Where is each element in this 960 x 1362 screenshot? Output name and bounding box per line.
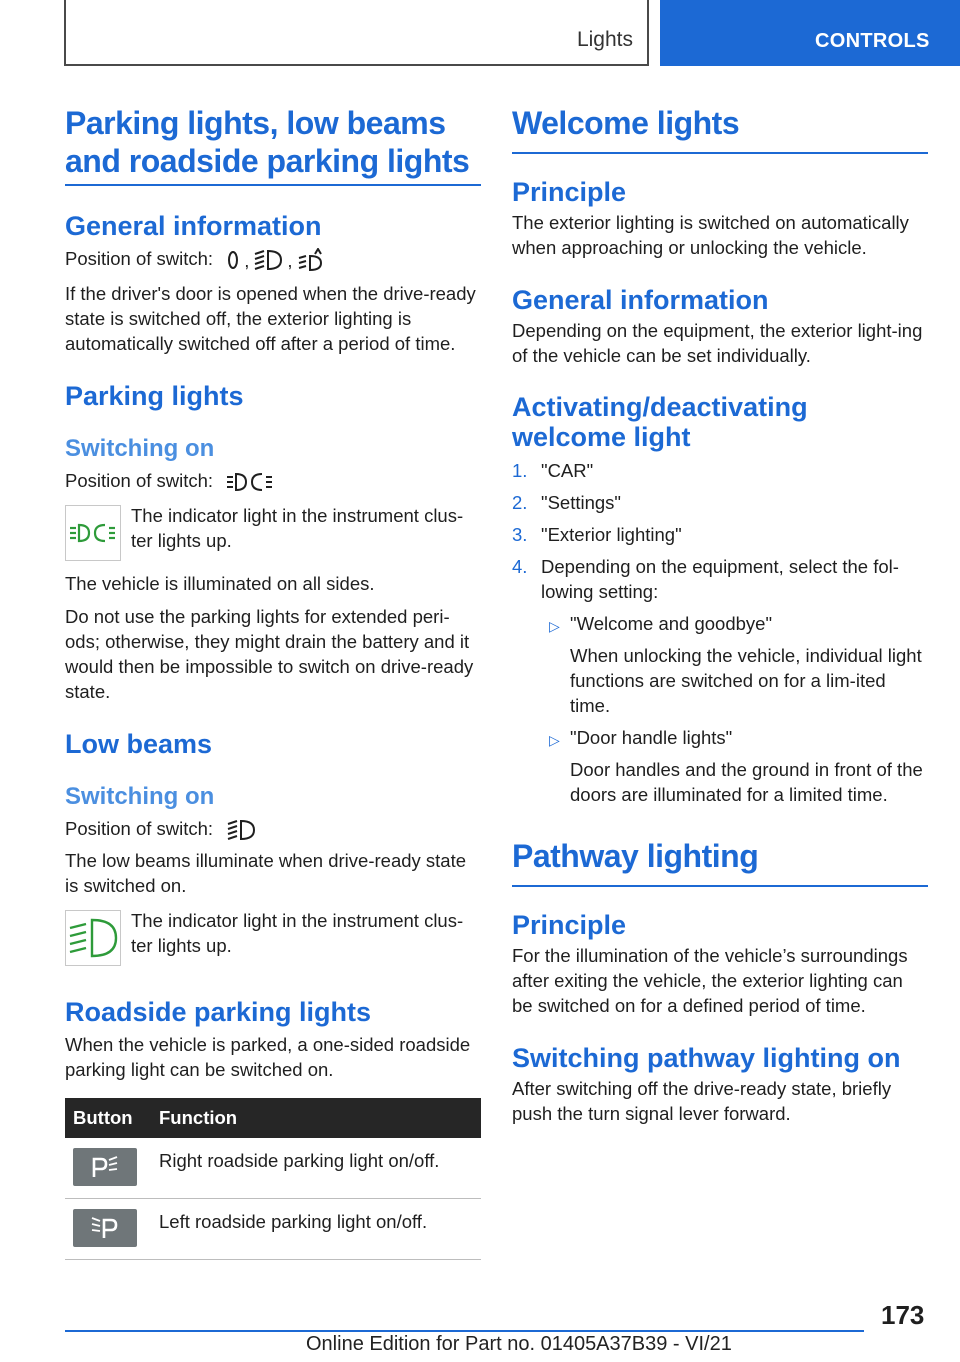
separator: , (287, 249, 293, 271)
low-beam-text: The low beams illuminate when drive-ready state is switched on. (65, 849, 467, 896)
edition-text: Online Edition for Part no. 01405A37B39 - VI/21 (306, 1333, 732, 1355)
table-header-row (65, 1098, 481, 1138)
heading-parking-lights: Parking lights (65, 380, 244, 411)
option-description: Door handles and the ground in front of the doors are illuminated for a limited time. (570, 759, 923, 805)
roadside-parking-left-icon (90, 1216, 120, 1240)
parking-switch-line (65, 468, 481, 493)
heading-principle: Principle (512, 910, 627, 940)
heading-general-information: General information (65, 211, 322, 241)
roadside-text: When the vehicle is parked, a one-sided roadside parking light can be switched on. (65, 1033, 471, 1080)
parking-light-indicator-icon (69, 522, 117, 544)
option-label: "Welcome and goodbye" (570, 613, 773, 634)
subheading-switching-on: Switching on (65, 434, 215, 462)
parking-text-1: The vehicle is illuminated on all sides. (65, 572, 375, 594)
switch-position-line (65, 246, 481, 273)
roadside-function-table (65, 1098, 481, 1260)
separator: , (244, 249, 250, 271)
pathway-principle-text: For the illumination of the vehicle’s surroundings after exiting the vehicle, the exterior lighting can be switched on for a defined period of time. (512, 945, 908, 1016)
section-title-parking-lights: Parking lights, low beams and roadside parking lights (65, 104, 481, 186)
list-item: 3. "Exterior lighting" (512, 524, 682, 545)
table-header-function: Function (151, 1098, 481, 1138)
low-beam-indicator-icon (68, 916, 118, 960)
table-cell-function: Left roadside parking light on/off. (151, 1198, 481, 1259)
parking-light-icon (226, 471, 274, 493)
page-number: 173 (881, 1300, 925, 1330)
table-row (65, 1198, 481, 1259)
subheading-switching-on: Switching on (65, 782, 215, 810)
footer-divider (65, 1330, 864, 1332)
list-item (541, 611, 928, 718)
switch-position-label: Position of switch: (65, 469, 214, 491)
low-beam-indicator-text: The indicator light in the instrument clus-ter lights up. (131, 909, 464, 956)
low-beam-icon (253, 248, 283, 272)
option-description: When unlocking the vehicle, individual light functions are switched on for a lim-ited time. (570, 645, 922, 716)
parking-indicator-row (65, 503, 481, 561)
low-beam-icon (226, 818, 256, 842)
header-chapter-tab (660, 0, 960, 66)
general-info-text: Depending on the equipment, the exterior light-ing of the vehicle can be set individually. (512, 320, 923, 366)
heading-switching-pathway-lighting-on: Switching pathway lighting on (512, 1043, 901, 1073)
roadside-right-button-image (73, 1148, 137, 1186)
roadside-left-button-image (73, 1209, 137, 1247)
parking-indicator-box (65, 505, 121, 561)
welcome-options-list (541, 611, 928, 807)
header-section-title: Lights (576, 28, 633, 51)
bullet-triangle-icon: ▷ (549, 732, 560, 748)
table-cell-button (65, 1198, 151, 1259)
table-cell-button (65, 1138, 151, 1199)
principle-text: The exterior lighting is switched on automatically when approaching or unlocking the vehicle. (512, 212, 909, 258)
section-title-pathway-lighting: Pathway lighting (512, 837, 928, 887)
parking-text-2: Do not use the parking lights for extended peri-ods; otherwise, they might drain the battery and it would then be impossible to switch on drive-ready state. (65, 605, 474, 702)
list-item: 1. "CAR" (512, 460, 594, 481)
list-item (541, 725, 928, 807)
pathway-switch-text: After switching off the drive-ready state, briefly push the turn signal lever forward. (512, 1078, 892, 1124)
low-beam-switch-line (65, 816, 481, 842)
roadside-parking-right-icon (90, 1155, 120, 1179)
table-header-button: Button (65, 1098, 151, 1138)
welcome-steps-list (512, 458, 928, 807)
switch-position-label: Position of switch: (65, 817, 214, 839)
header-section-box (64, 0, 649, 66)
heading-principle: Principle (512, 177, 627, 207)
list-item: 2. "Settings" (512, 492, 621, 513)
low-beam-indicator-row (65, 908, 481, 966)
table-row (65, 1138, 481, 1199)
left-column (65, 104, 481, 1260)
automatic-headlight-icon (297, 248, 327, 272)
bullet-triangle-icon: ▷ (549, 618, 560, 634)
table-cell-function: Right roadside parking light on/off. (151, 1138, 481, 1199)
list-item: 4. Depending on the equipment, select the fol-lowing setting: ▷ "Welcome and goodbye" When unlocking the vehicle, individual light functions are switched on for a lim-ited time. ▷ "Door handle lights" Door handles and the ground in front of the doors are illuminated for a limited time. (512, 554, 928, 807)
heading-general-information: General information (512, 285, 769, 315)
option-label: "Door handle lights" (570, 727, 733, 748)
switch-position-label: Position of switch: (65, 248, 214, 269)
general-info-text: If the driver's door is opened when the drive-ready state is switched off, the exterior lighting is automatically switched off after a period of time. (65, 282, 476, 354)
heading-roadside-parking-lights: Roadside parking lights (65, 996, 372, 1027)
section-title-welcome-lights: Welcome lights (512, 104, 928, 154)
right-column (512, 104, 928, 1126)
header-chapter-title: CONTROLS (815, 30, 930, 52)
heading-low-beams: Low beams (65, 728, 213, 759)
switch-off-icon (226, 249, 240, 271)
low-beam-indicator-box (65, 910, 121, 966)
heading-activating-welcome-light: Activating/deactivating welcome light (512, 392, 808, 452)
parking-indicator-text: The indicator light in the instrument clus-ter lights up. (131, 504, 464, 551)
